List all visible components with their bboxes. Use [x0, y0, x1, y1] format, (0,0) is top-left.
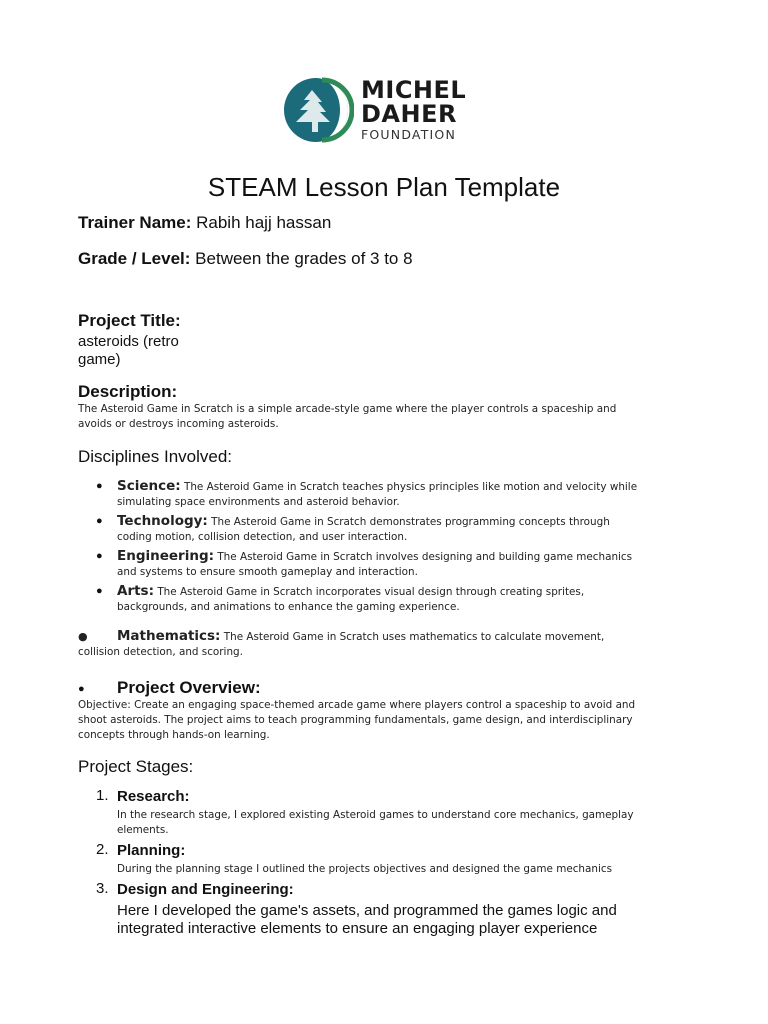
stage-label: Design and Engineering: — [117, 881, 294, 898]
overview-heading-row — [78, 678, 261, 698]
bullet-icon: ● — [96, 480, 103, 492]
discipline-text: The Asteroid Game in Scratch demonstrates programming concepts through coding motion, collision detection, and user interaction. — [117, 516, 610, 543]
stages-heading: Project Stages: — [78, 757, 194, 776]
foundation-logo — [282, 74, 482, 144]
mathematics-item — [78, 629, 638, 660]
description-heading: Description: — [78, 382, 178, 401]
bullet-icon: ● — [96, 585, 103, 597]
discipline-label: Engineering: — [117, 548, 215, 564]
page-title: STEAM Lesson Plan Template — [207, 172, 561, 202]
grade-field — [78, 249, 413, 269]
stage-text: Here I developed the game's assets, and programmed the games logic and integrated interactive elements to ensure an engaging player experience — [117, 902, 617, 937]
description-text: The Asteroid Game in Scratch is a simple arcade-style game where the player controls a spaceship and avoids or destroys incoming asteroids. — [78, 403, 617, 430]
bullet-icon: ● — [78, 630, 88, 643]
list-item — [96, 787, 641, 838]
discipline-text: The Asteroid Game in Scratch uses mathematics to calculate movement, collision detection, and scoring. — [78, 631, 605, 658]
logo-text-line1: MICHEL — [361, 76, 467, 104]
bullet-icon: ● — [96, 515, 103, 527]
grade-value: Between the grades of 3 to 8 — [195, 249, 413, 268]
project-title-label: Project Title: — [78, 311, 181, 330]
list-item — [96, 841, 641, 877]
discipline-text: The Asteroid Game in Scratch teaches physics principles like motion and velocity while simulating space environments and asteroid behavior. — [117, 481, 638, 508]
stage-text: During the planning stage I outlined the projects objectives and designed the game mechanics — [117, 863, 612, 875]
stage-number: 1. — [96, 787, 109, 804]
logo-text-line2: DAHER — [361, 100, 457, 128]
trainer-value: Rabih hajj hassan — [196, 213, 332, 232]
list-item — [96, 880, 641, 938]
discipline-label: Technology: — [117, 513, 208, 529]
stage-label: Research: — [117, 788, 190, 805]
stages-list — [96, 787, 641, 938]
logo-text-line3: FOUNDATION — [361, 127, 457, 142]
disciplines-heading: Disciplines Involved: — [78, 447, 233, 466]
project-title-line1: asteroids (retro — [78, 333, 179, 350]
list-item — [96, 479, 641, 510]
list-item — [96, 549, 641, 580]
discipline-label: Arts: — [117, 583, 154, 599]
stage-text: In the research stage, I explored existing Asteroid games to understand core mechanics, gameplay elements. — [117, 809, 634, 836]
discipline-label: Mathematics: — [117, 628, 221, 644]
project-title-line2: game) — [78, 351, 121, 368]
trainer-field — [78, 213, 331, 233]
cedar-tree-logo-icon — [282, 76, 354, 144]
grade-label: Grade / Level: — [78, 249, 191, 268]
stage-number: 3. — [96, 880, 109, 897]
stage-label: Planning: — [117, 842, 186, 859]
overview-text: Objective: Create an engaging space-themed arcade game where players control a spaceship to avoid and shoot asteroids. The project aims to teach programming fundamentals, game design, and interdisciplinary concepts through hands-on learning. — [78, 699, 636, 741]
disciplines-list — [96, 479, 641, 615]
discipline-text: The Asteroid Game in Scratch involves designing and building game mechanics and systems to ensure smooth gameplay and interaction. — [117, 551, 633, 578]
list-item — [96, 584, 641, 615]
project-title-section — [78, 311, 181, 369]
bullet-icon: ● — [96, 550, 103, 562]
discipline-text: The Asteroid Game in Scratch incorporates visual design through creating sprites, backgrounds, and animations to enhance the gaming experience. — [117, 586, 585, 613]
trainer-label: Trainer Name: — [78, 213, 192, 232]
discipline-label: Science: — [117, 478, 181, 494]
list-item — [96, 514, 641, 545]
stage-number: 2. — [96, 841, 109, 858]
overview-heading: Project Overview: — [117, 678, 261, 697]
bullet-icon: ● — [78, 682, 85, 695]
